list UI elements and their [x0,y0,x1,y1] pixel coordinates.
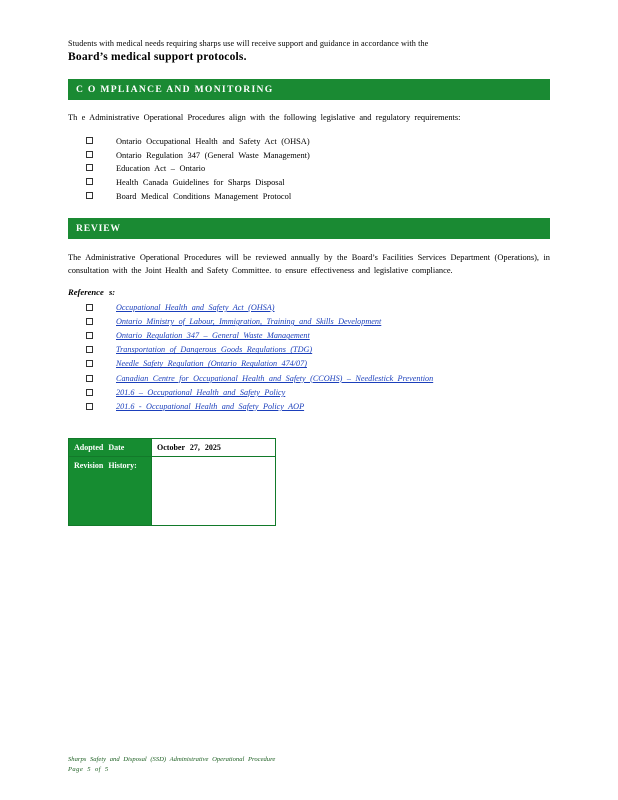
adopted-date-label: Adopted Date [69,438,152,456]
checkbox-icon [86,304,93,311]
list-item-label: Ontario Occupational Health and Safety Act (OHSA) [116,136,310,146]
reference-link[interactable]: Canadian Centre for Occupational Health and Safety (CCOHS) – Needlestick Prevention [116,373,434,383]
checkbox-icon [86,346,93,353]
lead-line: Board’s medical support protocols. [68,51,247,64]
revision-history-label: Revision History: [69,456,152,525]
references-label: Reference s: [68,287,116,297]
list-item [86,162,550,176]
checkbox-icon [86,403,93,410]
reference-link[interactable]: Occupational Health and Safety Act (OHSA) [116,303,275,312]
reference-link[interactable]: 201.6 - Occupational Health and Safety Policy AOP [116,401,305,411]
compliance-paragraph: Th e Administrative Operational Procedures align with the following legislative and regulatory requirements: [68,113,461,123]
list-item [86,357,550,371]
list-item [86,315,550,329]
table-row [69,456,276,525]
intro-paragraph: Students with medical needs requiring sharps use will receive support and guidance in accordance with the [68,39,429,48]
reference-link[interactable]: Ontario Ministry of Labour, Immigration, Training and Skills Development [116,317,382,327]
list-item [86,149,550,163]
review-paragraph: The Administrative Operational Procedures will be reviewed annually by the Board’s Facilities Services Department (Operations), in consultation with the Joint Health and Safety Committee. to ensure effectiveness and legislative compliance. [68,252,550,275]
page-footer [68,755,275,776]
checkbox-icon [86,164,93,171]
checkbox-icon [86,375,93,382]
list-item [86,343,550,357]
checkbox-icon [86,137,93,144]
list-item-label: Education Act – Ontario [116,164,206,174]
footer-title: Sharps Safety and Disposal (SSD) Administrative Operational Procedure [68,755,276,763]
reference-link[interactable]: 201.6 – Occupational Health and Safety Policy [116,387,286,397]
list-item [86,301,550,315]
list-item-label: Board Medical Conditions Management Protocol [116,192,292,202]
compliance-bullet-list [68,135,550,204]
list-item [86,329,550,343]
list-item [86,176,550,190]
checkbox-icon [86,318,93,325]
section-heading-review: REVIEW [68,218,550,239]
list-item [86,400,550,414]
adopted-table [68,438,276,526]
adopted-date-value: October 27, 2025 [152,438,276,456]
checkbox-icon [86,332,93,339]
checkbox-icon [86,389,93,396]
reference-link[interactable]: Transportation of Dangerous Goods Regulations (TDG) [116,345,313,355]
footer-page-number: Page 5 of 5 [68,766,109,774]
revision-history-value [152,456,276,525]
reference-link[interactable]: Ontario Regulation 347 – General Waste Management [116,331,310,341]
list-item-label: Ontario Regulation 347 (General Waste Management) [116,150,310,160]
list-item-label: Health Canada Guidelines for Sharps Disposal [116,178,285,188]
table-row [69,438,276,456]
list-item [86,386,550,400]
list-item [86,372,550,386]
checkbox-icon [86,192,93,199]
list-item [86,135,550,149]
checkbox-icon [86,178,93,185]
section-heading-compliance: C O MPLIANCE AND MONITORING [68,79,550,100]
reference-link[interactable]: Needle Safety Regulation (Ontario Regulation 474/07) [116,359,307,369]
checkbox-icon [86,151,93,158]
list-item [86,190,550,204]
references-list [68,301,550,414]
checkbox-icon [86,360,93,367]
